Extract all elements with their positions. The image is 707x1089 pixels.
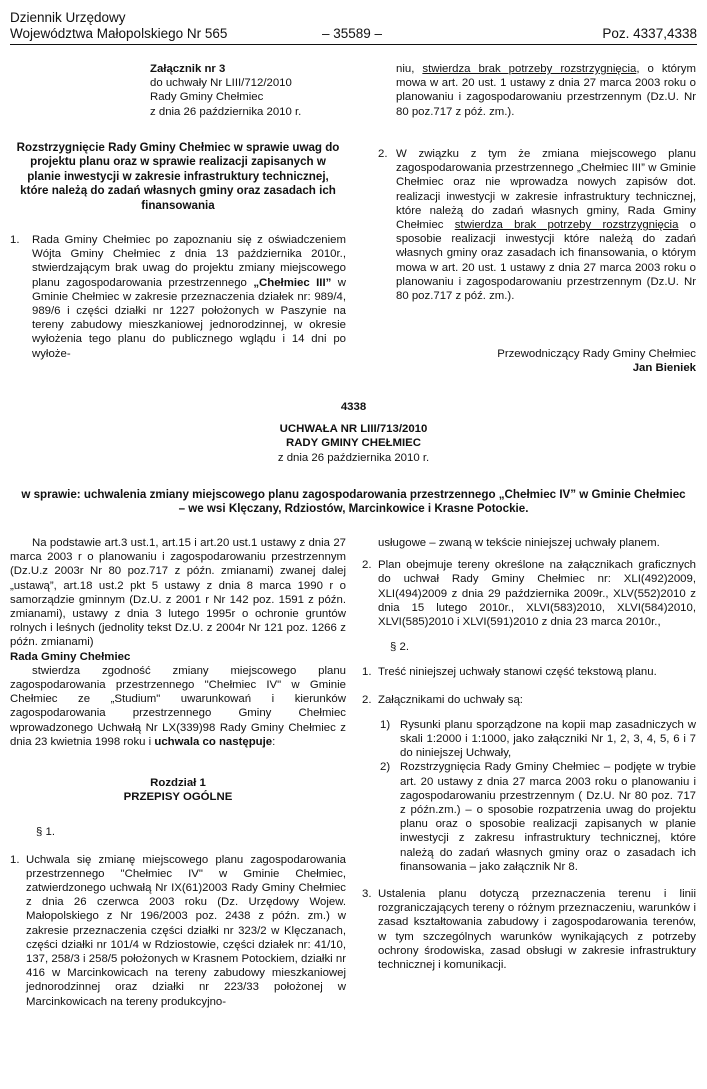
item-text: Plan obejmuje tereny określone na załącznikach graficznych do uchwał Rady Gminy Chełmiec nr: XLI(492)2009, XLI(494)2009 z dnia 29 października 2009r., XLV(552)2010 z dnia 15 lutego 2010r., XLVI(583)2010, XLVI(584)2010, XLVI(585)2010 i XLVI(591)2010 z dnia 23 marca 2010r., bbox=[378, 559, 696, 629]
chapter-title: PRZEPISY OGÓLNE bbox=[123, 791, 233, 804]
item-number: 1) bbox=[380, 718, 391, 731]
annex-resolution: do uchwały Nr LIII/712/2010 bbox=[150, 77, 292, 90]
item-number: 1. bbox=[10, 234, 20, 246]
annex-date: z dnia 26 października 2010 r. bbox=[150, 105, 302, 118]
chapter-number: Rozdział 1 bbox=[150, 777, 206, 790]
item-text-part: Rada Gminy Chełmiec po zapoznaniu się z oświadczeniem Wójta Gminy Chełmiec z dnia 13 października 2010r., stwierdzającym brak uwag do projektu zmiany miejscowego planu zagospodarowania przestrzennego bbox=[32, 234, 346, 289]
item-number: 2. bbox=[378, 148, 388, 160]
item-text bbox=[396, 62, 696, 119]
item-text bbox=[396, 147, 696, 303]
item-number: 2) bbox=[380, 761, 391, 774]
item-text-part: o sposobie realizacji inwestycji które należą do zadań własnych gminy oraz zasadach ich finansowania, o którym mowa w art. 20 ust. 1 ustawy z dnia 27 marca 2003 roku o planowaniu i zagospodarowaniu przestrzennym (Dz.U. Nr 80 poz.717 z póź. zm.). bbox=[396, 219, 697, 303]
underlined-phrase: stwierdza brak potrzeby rozstrzygnięcia bbox=[454, 219, 679, 232]
doc-number: 4338 bbox=[340, 401, 367, 413]
council-name: Rada Gminy Chełmiec bbox=[10, 650, 131, 663]
preamble: Na podstawie art.3 ust.1, art.15 i art.20 ust.1 ustawy z dnia 27 marca 2003 r o planowaniu i zagospodarowaniu przestrzennym (Dz.U.z 2003r Nr 80 poz.717 z późn. zmianami) zwanej dalej „ustawą”, art.18 ust.2 pkt 5 ustawy z dnia 8 marca 1990 r o samorządzie gminnym (Dz.U. z 2001 r Nr 142 poz. 1591 z późn. zmianami), ustawy z dnia 3 lutego 1995r o ochronie gruntów rolnych i leśnych (jednolity tekst Dz.U. z 2004r Nr 121 poz. 1266 z późn. zmianami) bbox=[10, 537, 346, 649]
paragraph-2-item-2 bbox=[362, 693, 696, 707]
signatory-name: Jan Bieniek bbox=[632, 362, 696, 375]
item-text-part: w Gminie Chełmiec w zakresie przeznaczenia działek nr: 989/4, 989/6 i części działki nr 1227 położonych w Paszynie na tereny zabudowy mieszkaniowej jednorodzinnej, w okresie wyłożenia tego planu do publicznego wglądu i 14 dni po wyłoże- bbox=[32, 276, 346, 360]
statement-bold: uchwala co następuje bbox=[154, 735, 273, 748]
signatory-role: Przewodniczący Rady Gminy Chełmiec bbox=[497, 348, 696, 360]
resolution-item-2 bbox=[378, 147, 696, 303]
paragraph-2-item-1 bbox=[362, 665, 696, 679]
doc-right-column bbox=[362, 536, 696, 972]
item-text-part: , o którym mowa w art. 20 ust. 1 ustawy z dnia 27 marca 2003 roku o planowaniu i zagospodarowaniu przestrzennym (Dz.U. Nr 80 poz.717 z póź. zm.). bbox=[396, 63, 696, 118]
item-text bbox=[32, 233, 346, 361]
paragraph-1-item-2 bbox=[362, 558, 696, 629]
annex-council: Rady Gminy Chełmiec bbox=[150, 91, 264, 104]
item-number: 2. bbox=[362, 559, 372, 572]
item-number: 1. bbox=[362, 666, 372, 679]
journal-title bbox=[10, 10, 227, 42]
underlined-phrase: stwierdza brak potrzeby rozstrzygnięcia bbox=[422, 63, 637, 75]
item-text: Rozstrzygnięcia Rady Gminy Chełmiec – podjęte w trybie art. 20 ustawy z dnia 27 marca 2003 roku o planowaniu i zagospodarowaniu przestrzennym ( Dz.U. Nr 80 poz. 717 z późn.zm.) – o sposobie rozpatrzenia uwag do projektu planu oraz o sposobie realizacji zapisanych w planie inwestycji z zakresu infrastruktury technicznej, które należą do zadań własnych gminy oraz o zasadach ich finansowania – jako załącznik Nr 8. bbox=[400, 761, 696, 873]
page-number: – 35589 – bbox=[322, 26, 383, 41]
annex-title: Załącznik nr 3 bbox=[150, 63, 226, 75]
position-number: Poz. 4337,4338 bbox=[602, 26, 697, 41]
item-text: Rysunki planu sporządzone na kopii map zasadniczych w skali 1:2000 i 1:1000, jako załączniki Nr 1, 2, 3, 4, 5, 6 i 7 do niniejszej Uchwały, bbox=[400, 718, 696, 760]
journal-issue: Województwa Małopolskiego Nr 565 bbox=[10, 26, 228, 41]
paragraph-1-item-1 bbox=[10, 853, 346, 1009]
statement bbox=[10, 664, 346, 749]
paragraph-2-mark: § 2. bbox=[390, 641, 409, 654]
resolution-item-1-continued bbox=[396, 62, 696, 119]
annex-block bbox=[150, 62, 350, 119]
statement-part: : bbox=[272, 735, 276, 748]
item-text: Załącznikami do uchwały są: bbox=[378, 693, 523, 706]
attachment-1 bbox=[362, 718, 696, 761]
plan-name: „Chełmiec III” bbox=[253, 276, 332, 289]
item-continued: usługowe – zwaną w tekście niniejszej uchwały planem. bbox=[378, 537, 660, 549]
paragraph-1-mark: § 1. bbox=[36, 826, 55, 839]
doc-council: RADY GMINY CHEŁMIEC bbox=[285, 437, 421, 450]
item-number: 2. bbox=[362, 693, 372, 706]
doc-date: z dnia 26 października 2010 r. bbox=[277, 451, 430, 464]
statement-part: stwierdza zgodność zmiany miejscowego planu zagospodarowania przestrzennego "Chełmiec IV" w Gminie Chełmiec ze „Studium" uwarunkowań i kierunków zagospodarowania przestrzennego Gminy Chełmiec wprowadzonego Uchwałą Nr LX(339)98 Rady Gminy Chełmiec z dnia 23 kwietnia 1998 roku i bbox=[10, 664, 346, 748]
paragraph-2-item-3 bbox=[362, 887, 696, 972]
signature-block bbox=[396, 347, 696, 375]
doc-left-column bbox=[10, 536, 346, 1009]
item-text: Uchwala się zmianę miejscowego planu zagospodarowania przestrzennego "Chełmiec IV" w Gminie Chełmiec, zatwierdzonego uchwałą Nr IX(61)2003 Rady Gminy Chełmiec z dnia 26 czerwca 2003 roku (Dz. Urzędowy Wojew. Małopolskiego z Nr 196/2003 poz. 2438 z późn. zm.) w zakresie przeznaczenia części działki nr 323/2 w Klęczanach, części działki nr 101/4 w Rdziostowie, części działek nr: 41/10, 137, 258/3 i 258/5 położonych w Krasnem Potockiem, działki nr 416 w Marcinkowicach na tereny zabudowy mieszkaniowej jednorodzinnej oraz działki nr 223/33 położonej w Marcinkowicach na tereny produkcyjno- bbox=[26, 853, 346, 1008]
item-number: 3. bbox=[362, 888, 372, 901]
item-text: Treść niniejszej uchwały stanowi część tekstową planu. bbox=[378, 666, 657, 679]
journal-name: Dziennik Urzędowy bbox=[10, 10, 126, 25]
doc-4338-heading bbox=[0, 400, 707, 465]
resolution-heading: Rozstrzygnięcie Rady Gminy Chełmiec w sprawie uwag do projektu planu oraz w sprawie realizacji zapisanych w planie inwestycji w zakresie infrastruktury technicznej, które należą do zadań własnych gminy oraz zasadach ich finansowania bbox=[16, 141, 340, 212]
item-text-part: niu, bbox=[396, 63, 423, 75]
resolution-item-1 bbox=[10, 233, 346, 361]
item-number: 1. bbox=[10, 853, 20, 866]
attachment-2 bbox=[362, 760, 696, 874]
doc-subject: w sprawie: uchwalenia zmiany miejscowego planu zagospodarowania przestrzennego „Chełmiec IV” w Gminie Chełmiec – we wsi Klęczany, Rdziostów, Marcinkowice i Krasne Potockie. bbox=[21, 488, 686, 516]
header-rule bbox=[10, 44, 697, 45]
item-text-part: W związku z tym że zmiana miejscowego planu zagospodarowania przestrzennego „Chełmiec III” w Gminie Chełmiec oraz nie wprowadza nowych zapisów dot. realizacji inwestycji w zakresie infrastruktury technicznej, które należą do zadań własnych gminy, Rada Gminy Chełmiec bbox=[396, 148, 696, 232]
item-text: Ustalenia planu dotyczą przeznaczenia terenu i linii rozgraniczających tereny o różnym przeznaczeniu, warunków i zasad kształtowania zabudowy i zagospodarowania terenów, w tym szczególnych warunków wynikających z potrzeby ochrony środowiska, zasad obsługi w zakresie infrastruktury technicznej i komunikacji. bbox=[378, 888, 696, 972]
doc-title: UCHWAŁA NR LIII/713/2010 bbox=[279, 423, 428, 436]
